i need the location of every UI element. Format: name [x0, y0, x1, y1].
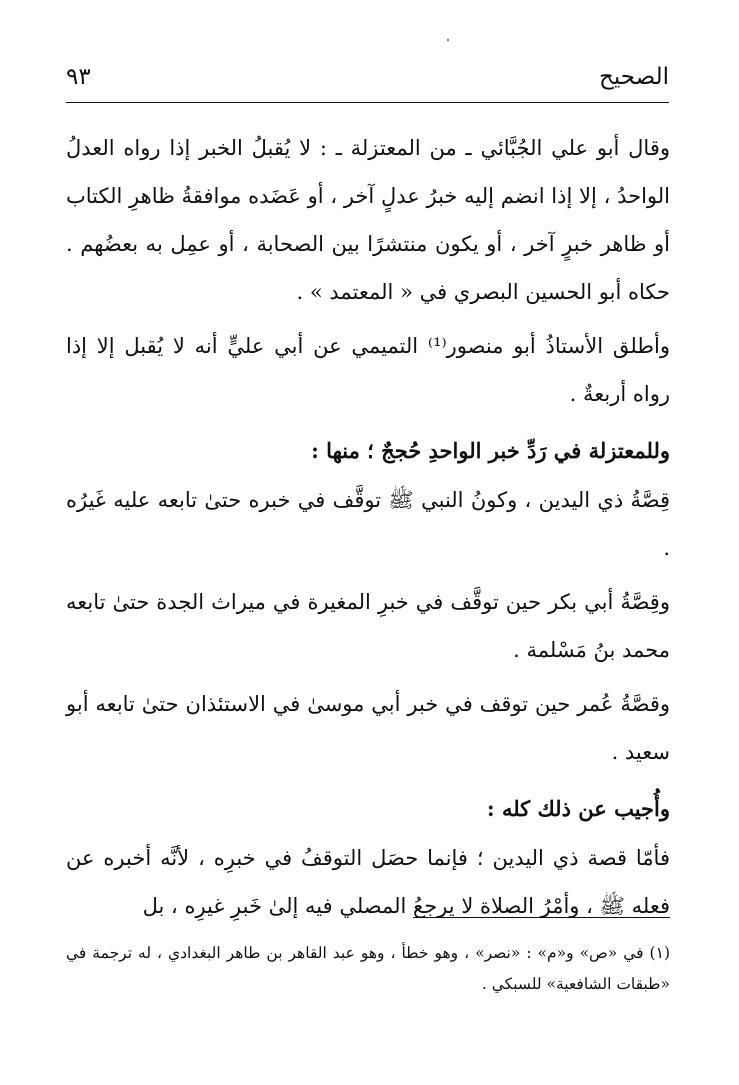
- paragraph-abu-bakr: وقِصَّةُ أبي بكر حين توقَّف في خبرِ المغيرة في ميراث الجدة حتىٰ تابعه محمد بنُ مَسْلمة .: [66, 590, 670, 662]
- footnote-rule: [413, 917, 670, 918]
- paragraph-dhul-yadayn: قِصَّةُ ذي اليدين ، وكونُ النبي ﷺ توقَّف في خبره حتىٰ تابعه عليه غَيرُه .: [66, 488, 670, 560]
- running-title: الصحيح: [599, 64, 669, 90]
- footnotes: [66, 938, 670, 1000]
- heading-mutazila-arguments: وللمعتزلة في رَدِّ خبر الواحدِ حُججٌ ؛ منها :: [311, 438, 670, 463]
- heading-reply: وأُجيب عن ذلك كله :: [486, 796, 670, 821]
- paragraph-reply-dhul-yadayn: فأمّا قصة ذي اليدين ؛ فإنما حصَل التوقفُ في خبرِه ، لأنَّه أخبره عن فعله ﷺ ، وأمْرُ الصلاة لا يرجعُ المصلي فيه إلىٰ خَبرِ غيرِه ، بل: [66, 846, 670, 918]
- page-number: ٩٣: [66, 64, 91, 90]
- main-text: [66, 124, 670, 930]
- paragraph-umar: وقصَّةُ عُمر حين توقف في خبر أبي موسىٰ في الاستئذان حتىٰ تابعه أبو سعيد .: [66, 692, 670, 764]
- paragraph-jubbai: وقال أبو علي الجُبَّائي ـ من المعتزلة ـ : لا يُقبلُ الخبر إذا رواه العدلُ الواحدُ ، إلا إذا انضم إليه خبرُ عدلٍ آخر ، أو عَضَده موافقةُ ظاهرِ الكتاب أو ظاهر خبرٍ آخر ، أو يكون منتشرًا بين الصحابة ، أو عمِل به بعضُهم . حكاه أبو الحسين البصري في « المعتمد » .: [66, 136, 670, 304]
- header-rule: [66, 102, 669, 103]
- paragraph-abu-mansur: وأطلق الأستاذُ أبو منصور⁽¹⁾ التميمي عن أبي عليٍّ أنه لا يُقبل إلا إذا رواه أربعةٌ .: [66, 334, 670, 406]
- print-speck: [447, 39, 449, 41]
- footnote-1: (١) في «ص» و«م» : «نصر» ، وهو خطأ ، وهو عبد القاهر بن طاهر البغدادي ، له ترجمة في «طبقات الشافعية» للسبكي .: [66, 944, 670, 993]
- page-header: [66, 60, 669, 100]
